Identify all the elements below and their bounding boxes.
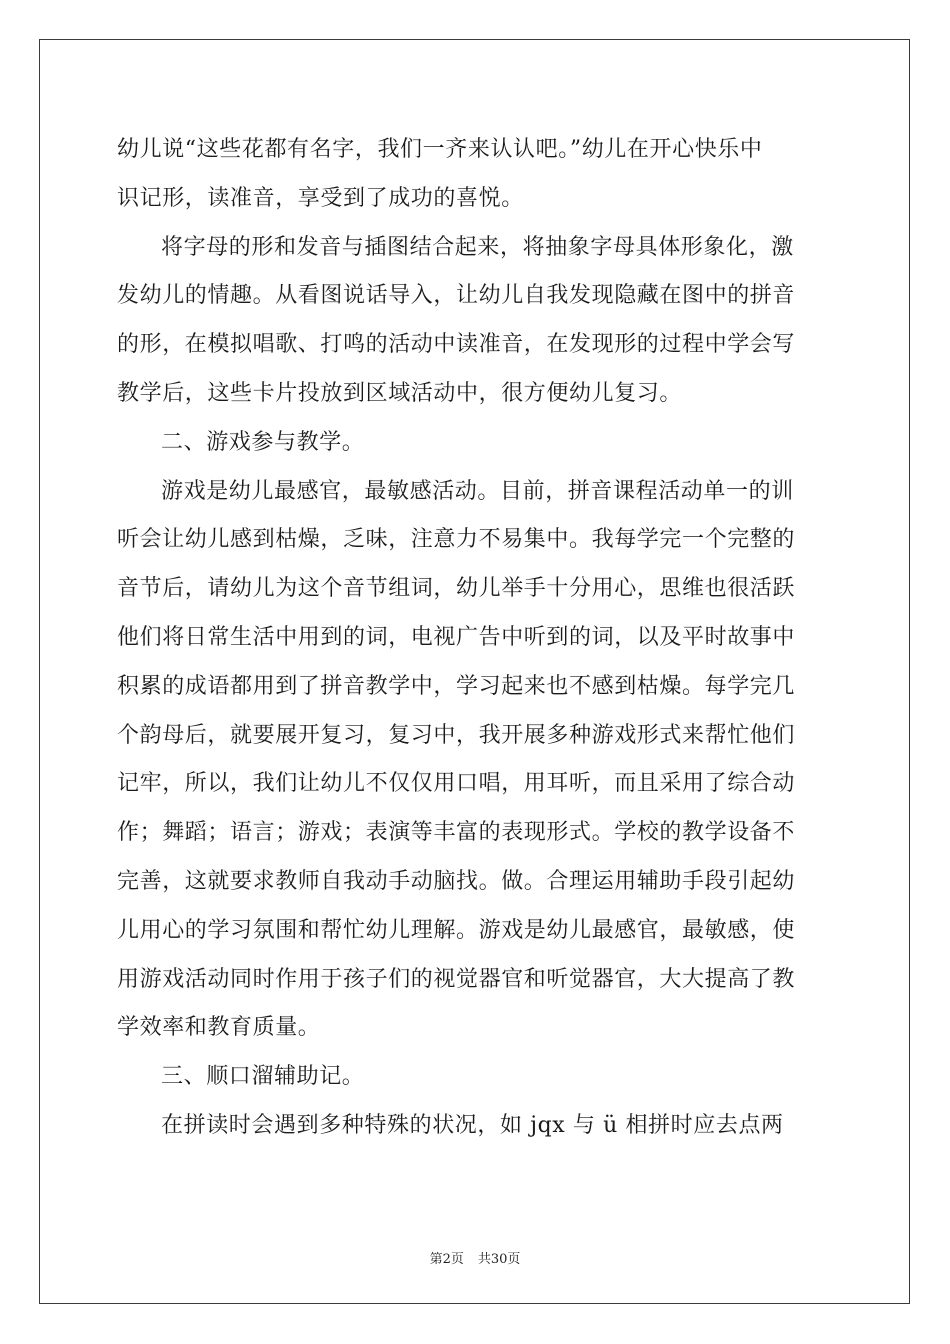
text-line: 游戏是幼儿最感官，最敏感活动。目前，拼音课程活动单一的训 — [161, 478, 794, 504]
text-line: 他们将日常生活中用到的词，电视广告中听到的词，以及平时故事中 — [117, 624, 796, 650]
page-total: 共30页 — [477, 1252, 521, 1267]
text-line: 完善，这就要求教师自我动手动脑找。做。合理运用辅助手段引起幼 — [117, 868, 796, 894]
page-number: 第2页 — [429, 1252, 464, 1267]
text-line: 学效率和教育质量。 — [117, 1015, 321, 1041]
section-heading: 三、顺口溜辅助记。 — [161, 1064, 365, 1090]
text-line: 记牢，所以，我们让幼儿不仅仅用口唱，用耳听，而且采用了综合动 — [117, 771, 796, 797]
text-line: 在拼读时会遇到多种特殊的状况，如 jqx 与 ü 相拼时应去点两 — [161, 1112, 784, 1138]
text-line: 的形，在模拟唱歌、打鸣的活动中读准音，在发现形的过程中学会写 — [117, 332, 796, 358]
page-footer — [0, 1248, 950, 1267]
text-line: 作；舞蹈；语言；游戏；表演等丰富的表现形式。学校的教学设备不 — [117, 820, 796, 846]
text-line: 积累的成语都用到了拼音教学中，学习起来也不感到枯燥。每学完几 — [117, 673, 796, 699]
text-line: 识记形，读准音，享受到了成功的喜悦。 — [117, 185, 524, 211]
text-line: 发幼儿的情趣。从看图说话导入，让幼儿自我发现隐藏在图中的拼音 — [117, 283, 796, 309]
text-line: 将字母的形和发音与插图结合起来，将抽象字母具体形象化，激 — [161, 234, 794, 260]
document-body — [117, 126, 837, 1151]
text-line: 教学后，这些卡片投放到区域活动中，很方便幼儿复习。 — [117, 380, 683, 406]
text-line: 个韵母后，就要展开复习，复习中，我开展多种游戏形式来帮忙他们 — [117, 722, 796, 748]
section-heading: 二、游戏参与教学。 — [161, 429, 365, 455]
text-line: 用游戏活动同时作用于孩子们的视觉器官和听觉器官，大大提高了教 — [117, 966, 796, 992]
text-line: 儿用心的学习氛围和帮忙幼儿理解。游戏是幼儿最感官，最敏感，使 — [117, 917, 796, 943]
text-line: 幼儿说“这些花都有名字，我们一齐来认认吧。”幼儿在开心快乐中 — [117, 137, 763, 162]
text-line: 听会让幼儿感到枯燥，乏味，注意力不易集中。我每学完一个完整的 — [117, 527, 796, 553]
text-line: 音节后，请幼儿为这个音节组词，幼儿举手十分用心，思维也很活跃 — [117, 576, 796, 602]
